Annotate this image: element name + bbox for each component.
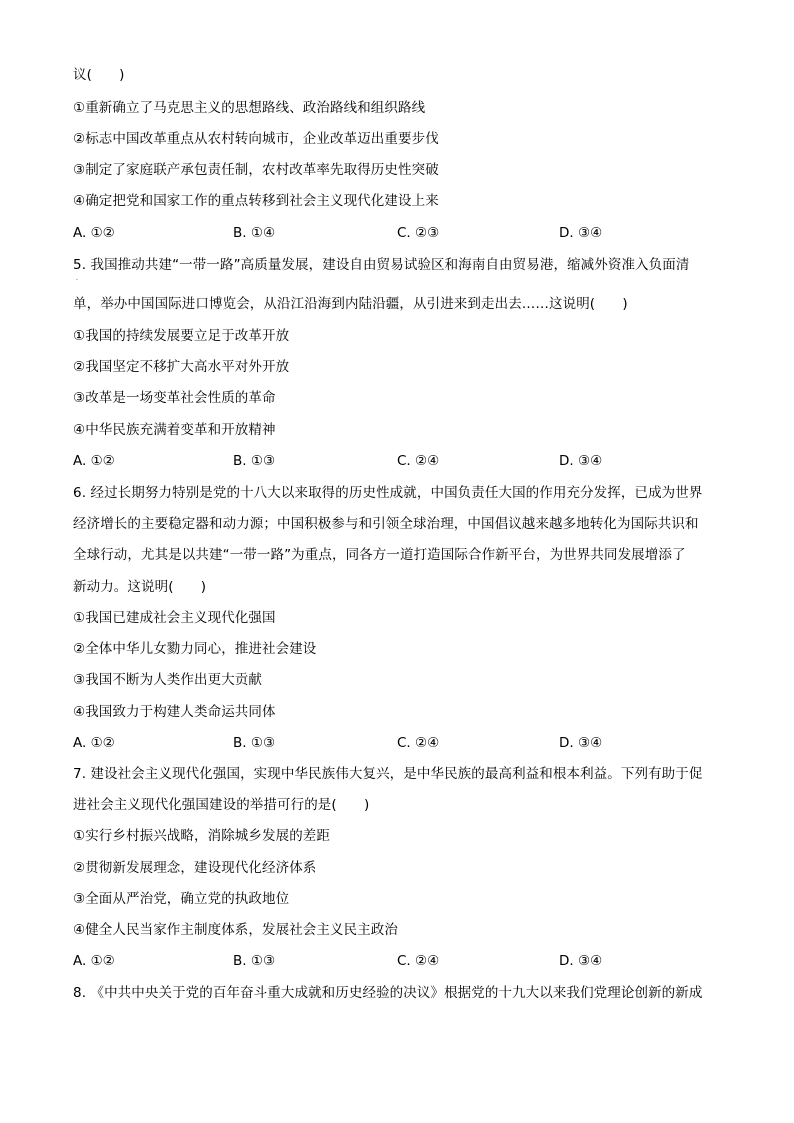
question-5-option-b: B. ①③ bbox=[233, 453, 276, 469]
stray-dot-mark: · bbox=[76, 277, 78, 284]
question-5-options bbox=[73, 452, 733, 470]
question-6-stem-line-2: 经济增长的主要稳定器和动力源；中国积极参与和引领全球治理，中国倡议越来越多地转化为国际共识和 bbox=[73, 516, 699, 532]
question-4-item-2: ②标志中国改革重点从农村转向城市，企业改革迈出重要步伐 bbox=[73, 131, 439, 147]
question-4-stem-line: 议( ) bbox=[73, 67, 125, 83]
question-6-stem-line-3: 全球行动，尤其是以共建“一带一路”为重点，同各方一道打造国际合作新平台，为世界共同发展增添了 bbox=[73, 547, 686, 563]
question-5-stem-line-1: 5. 我国推动共建“一带一路”高质量发展，建设自由贸易试验区和海南自由贸易港，缩减外资准入负面清 bbox=[73, 257, 690, 273]
question-7-option-d: D. ③④ bbox=[559, 953, 603, 969]
question-6-stem-line-4: 新动力。这说明( ) bbox=[73, 579, 207, 595]
question-7-option-a: A. ①② bbox=[73, 953, 115, 969]
question-4-option-d: D. ③④ bbox=[559, 225, 603, 241]
question-7-options bbox=[73, 952, 733, 970]
question-5-item-2: ②我国坚定不移扩大高水平对外开放 bbox=[73, 359, 290, 375]
question-4-option-b: B. ①④ bbox=[233, 225, 276, 241]
question-5-item-4: ④中华民族充满着变革和开放精神 bbox=[73, 422, 276, 438]
question-5-stem-line-2: 单，举办中国国际进口博览会，从沿江沿海到内陆沿疆，从引进来到走出去……这说明( ) bbox=[73, 296, 628, 312]
question-6-option-c: C. ②④ bbox=[397, 735, 440, 751]
question-6-item-1: ①我国已建成社会主义现代化强国 bbox=[73, 610, 276, 626]
question-4-item-3: ③制定了家庭联产承包责任制，农村改革率先取得历史性突破 bbox=[73, 162, 439, 178]
question-4-options bbox=[73, 224, 733, 242]
question-4-option-a: A. ①② bbox=[73, 225, 115, 241]
question-5-option-d: D. ③④ bbox=[559, 453, 603, 469]
question-6-option-a: A. ①② bbox=[73, 735, 115, 751]
question-4-option-c: C. ②③ bbox=[397, 225, 440, 241]
question-7-item-2: ②贯彻新发展理念，建设现代化经济体系 bbox=[73, 860, 317, 876]
question-4-item-1: ①重新确立了马克思主义的思想路线、政治路线和组织路线 bbox=[73, 100, 426, 116]
question-7-item-1: ①实行乡村振兴战略，消除城乡发展的差距 bbox=[73, 828, 331, 844]
question-7-option-b: B. ①③ bbox=[233, 953, 276, 969]
question-7-stem-line-2: 进社会主义现代化强国建设的举措可行的是( ) bbox=[73, 797, 370, 813]
question-5-item-1: ①我国的持续发展要立足于改革开放 bbox=[73, 328, 290, 344]
question-8-stem-line-1: 8. 《中共中央关于党的百年奋斗重大成就和历史经验的决议》根据党的十九大以来我们党理论创新的新成 bbox=[73, 985, 703, 1001]
question-7-stem-line-1: 7. 建设社会主义现代化强国，实现中华民族伟大复兴，是中华民族的最高利益和根本利益。下列有助于促 bbox=[73, 766, 703, 782]
question-7-item-3: ③全面从严治党，确立党的执政地位 bbox=[73, 891, 290, 907]
question-6-item-2: ②全体中华儿女勠力同心，推进社会建设 bbox=[73, 641, 317, 657]
question-5-option-c: C. ②④ bbox=[397, 453, 440, 469]
question-6-item-3: ③我国不断为人类作出更大贡献 bbox=[73, 672, 263, 688]
question-6-option-d: D. ③④ bbox=[559, 735, 603, 751]
question-6-stem-line-1: 6. 经过长期努力特别是党的十八大以来取得的历史性成就，中国负责任大国的作用充分发挥，已成为世界 bbox=[73, 485, 703, 501]
question-5-item-3: ③改革是一场变革社会性质的革命 bbox=[73, 390, 276, 406]
question-5-option-a: A. ①② bbox=[73, 453, 115, 469]
question-6-option-b: B. ①③ bbox=[233, 735, 276, 751]
question-7-item-4: ④健全人民当家作主制度体系，发展社会主义民主政治 bbox=[73, 922, 399, 938]
question-6-item-4: ④我国致力于构建人类命运共同体 bbox=[73, 704, 276, 720]
question-7-option-c: C. ②④ bbox=[397, 953, 440, 969]
question-6-options bbox=[73, 734, 733, 752]
question-4-item-4: ④确定把党和国家工作的重点转移到社会主义现代化建设上来 bbox=[73, 193, 439, 209]
